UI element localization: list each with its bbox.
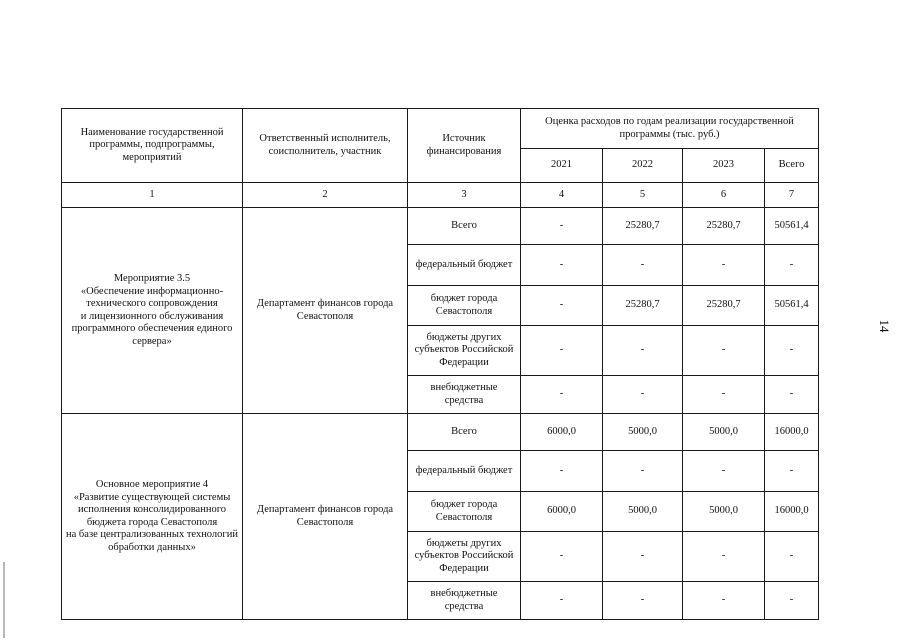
col-number: 5 (603, 183, 683, 208)
table-row (62, 208, 819, 245)
amount-cell: 25280,7 (603, 286, 683, 326)
amount-cell: - (683, 245, 765, 286)
header-row (62, 109, 819, 149)
funding-source: внебюджетные средства (408, 376, 521, 414)
amount-cell: 25280,7 (683, 208, 765, 245)
funding-source: бюджеты других субъектов Российской Федерации (408, 532, 521, 582)
amount-cell: - (603, 326, 683, 376)
year-2021: 2021 (521, 149, 603, 183)
amount-cell: 50561,4 (765, 208, 819, 245)
amount-cell: - (765, 245, 819, 286)
amount-cell: 5000,0 (683, 492, 765, 532)
col-number: 3 (408, 183, 521, 208)
col-number: 1 (62, 183, 243, 208)
amount-cell: - (683, 532, 765, 582)
col-number: 2 (243, 183, 408, 208)
col-number: 7 (765, 183, 819, 208)
funding-source: Всего (408, 414, 521, 451)
header-estimate: Оценка расходов по годам реализации государственной программы (тыс. руб.) (521, 109, 819, 149)
amount-cell: 5000,0 (683, 414, 765, 451)
amount-cell: 16000,0 (765, 492, 819, 532)
amount-cell: 5000,0 (603, 492, 683, 532)
amount-cell: - (683, 326, 765, 376)
year-2023: 2023 (683, 149, 765, 183)
amount-cell: 25280,7 (683, 286, 765, 326)
amount-cell: - (521, 208, 603, 245)
header-source: Источник финансирования (408, 109, 521, 183)
table-body (62, 109, 819, 620)
amount-cell: - (683, 376, 765, 414)
funding-source: федеральный бюджет (408, 451, 521, 492)
amount-cell: 50561,4 (765, 286, 819, 326)
amount-cell: - (603, 451, 683, 492)
header-executor: Ответственный исполнитель, соисполнитель, участник (243, 109, 408, 183)
funding-source: Всего (408, 208, 521, 245)
amount-cell: - (765, 326, 819, 376)
amount-cell: - (603, 532, 683, 582)
year-2022: 2022 (603, 149, 683, 183)
amount-cell: - (521, 376, 603, 414)
amount-cell: 25280,7 (603, 208, 683, 245)
activity-name: Основное мероприятие 4 «Развитие существующей системы исполнения консолидированного бюджета города Севастополя на базе централизованных технологий обработки данных» (62, 414, 243, 620)
funding-source: бюджеты других субъектов Российской Федерации (408, 326, 521, 376)
col-number: 6 (683, 183, 765, 208)
amount-cell: - (521, 532, 603, 582)
amount-cell: - (521, 582, 603, 620)
amount-cell: - (521, 286, 603, 326)
amount-cell: - (683, 582, 765, 620)
funding-source: бюджет города Севастополя (408, 492, 521, 532)
budget-table (61, 108, 819, 620)
amount-cell: - (765, 451, 819, 492)
col-number: 4 (521, 183, 603, 208)
executor-name: Департамент финансов города Севастополя (243, 414, 408, 620)
funding-source: федеральный бюджет (408, 245, 521, 286)
column-number-row (62, 183, 819, 208)
activity-name: Мероприятие 3.5 «Обеспечение информационно-технического сопровождения и лицензионного обслуживания программного обеспечения единого сервера» (62, 208, 243, 414)
amount-cell: - (603, 245, 683, 286)
funding-source: внебюджетные средства (408, 582, 521, 620)
amount-cell: - (521, 451, 603, 492)
amount-cell: 6000,0 (521, 414, 603, 451)
scan-edge-mark (3, 562, 5, 638)
amount-cell: - (765, 532, 819, 582)
amount-cell: - (521, 326, 603, 376)
amount-cell: 16000,0 (765, 414, 819, 451)
amount-cell: - (765, 376, 819, 414)
amount-cell: - (683, 451, 765, 492)
header-name: Наименование государственной программы, подпрограммы, мероприятий (62, 109, 243, 183)
executor-name: Департамент финансов города Севастополя (243, 208, 408, 414)
amount-cell: - (521, 245, 603, 286)
amount-cell: - (603, 376, 683, 414)
amount-cell: - (765, 582, 819, 620)
funding-source: бюджет города Севастополя (408, 286, 521, 326)
table-row (62, 414, 819, 451)
amount-cell: - (603, 582, 683, 620)
page-number: 14 (877, 319, 892, 333)
year-total: Всего (765, 149, 819, 183)
amount-cell: 5000,0 (603, 414, 683, 451)
amount-cell: 6000,0 (521, 492, 603, 532)
